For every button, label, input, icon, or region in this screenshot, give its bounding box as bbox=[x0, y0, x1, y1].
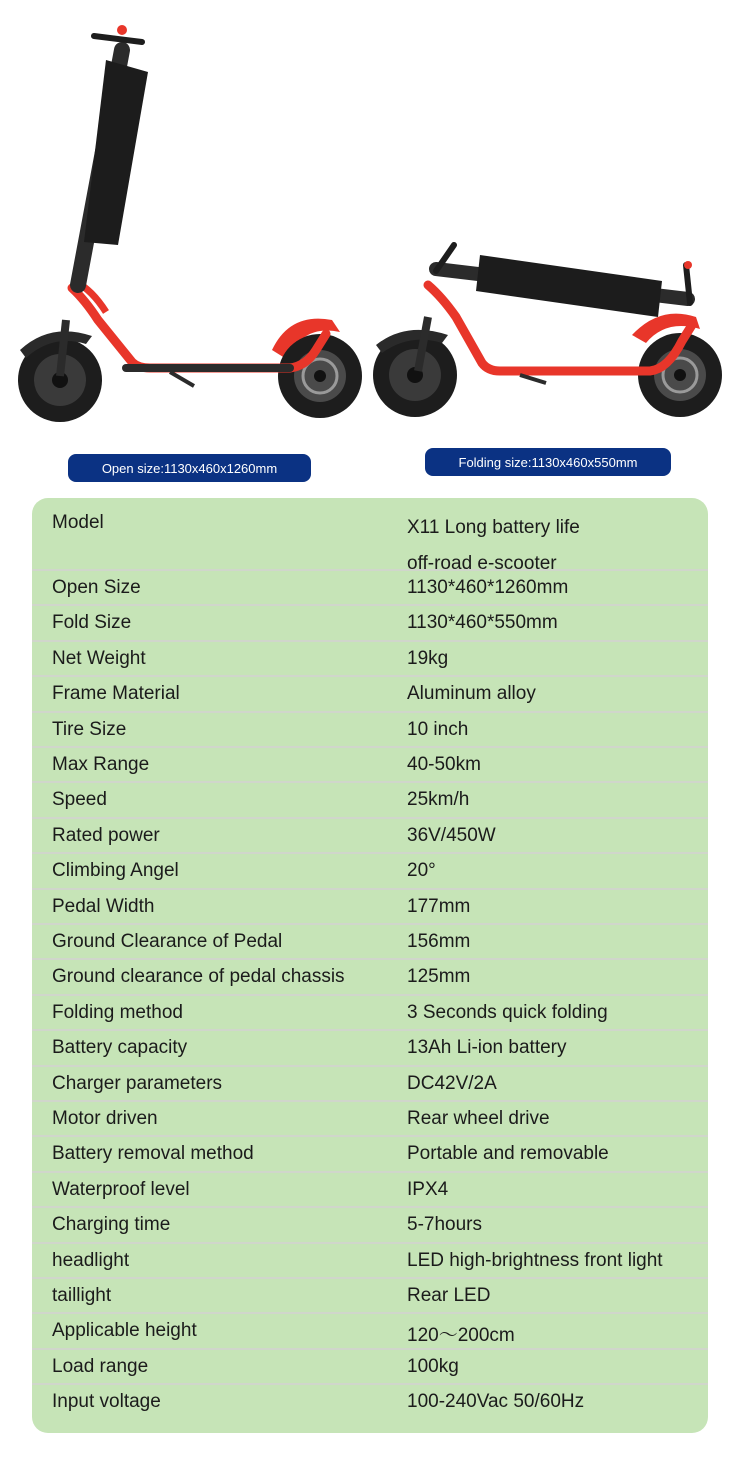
spec-label: Net Weight bbox=[52, 647, 146, 669]
spec-value: Rear LED bbox=[407, 1285, 491, 1306]
spec-row bbox=[32, 996, 708, 1031]
spec-label: Battery removal method bbox=[52, 1143, 254, 1165]
spec-row bbox=[32, 677, 708, 712]
spec-row bbox=[32, 1102, 708, 1137]
spec-value: 36V/450W bbox=[407, 824, 496, 846]
spec-label: Ground Clearance of Pedal bbox=[52, 931, 283, 952]
spec-value: 40-50km bbox=[407, 754, 481, 775]
spec-value: 3 Seconds quick folding bbox=[407, 1001, 608, 1023]
spec-label: Climbing Angel bbox=[52, 860, 179, 882]
spec-row bbox=[32, 1279, 708, 1314]
spec-row bbox=[32, 1137, 708, 1172]
spec-row bbox=[32, 1173, 708, 1208]
spec-label: Frame Material bbox=[52, 683, 180, 705]
scooter-folded-image bbox=[370, 225, 735, 425]
spec-label: Charger parameters bbox=[52, 1072, 223, 1094]
spec-value: 19kg bbox=[407, 647, 449, 669]
spec-label: Input voltage bbox=[52, 1391, 161, 1413]
spec-row bbox=[32, 819, 708, 854]
spec-label: Speed bbox=[52, 789, 107, 811]
spec-label: headlight bbox=[52, 1249, 130, 1271]
product-hero bbox=[0, 0, 750, 495]
spec-label: Tire Size bbox=[52, 718, 127, 740]
spec-label: Charging time bbox=[52, 1214, 171, 1236]
spec-value: Rear wheel drive bbox=[407, 1108, 550, 1129]
spec-value: 20° bbox=[407, 860, 436, 882]
spec-label: Model bbox=[52, 512, 104, 533]
spec-row bbox=[32, 783, 708, 818]
folding-size-badge: Folding size:1130x460x550mm bbox=[425, 448, 671, 476]
spec-row bbox=[32, 925, 708, 960]
scooter-open-image bbox=[10, 20, 370, 430]
spec-value: 5-7hours bbox=[407, 1214, 482, 1236]
spec-row bbox=[32, 1385, 708, 1420]
spec-row-model bbox=[32, 498, 708, 574]
spec-value: 1130*460*550mm bbox=[407, 612, 558, 634]
open-size-badge: Open size:1130x460x1260mm bbox=[68, 454, 311, 482]
model-line-2: off-road e-scooter bbox=[407, 553, 557, 574]
spec-value: 10 inch bbox=[407, 718, 469, 740]
spec-value: 177mm bbox=[407, 895, 471, 917]
spec-label: Max Range bbox=[52, 754, 150, 775]
spec-value: 156mm bbox=[407, 931, 471, 952]
spec-value: Aluminum alloy bbox=[407, 683, 536, 705]
spec-value: 100-240Vac 50/60Hz bbox=[407, 1391, 585, 1413]
spec-value: 100kg bbox=[407, 1355, 459, 1377]
spec-label: Fold Size bbox=[52, 612, 132, 634]
spec-label: Battery capacity bbox=[52, 1037, 188, 1059]
spec-label: Folding method bbox=[52, 1001, 183, 1023]
spec-row bbox=[32, 890, 708, 925]
spec-row bbox=[32, 642, 708, 677]
spec-row bbox=[32, 1208, 708, 1243]
spec-label: Pedal Width bbox=[52, 895, 155, 917]
spec-row bbox=[32, 571, 708, 606]
model-line-1: X11 Long battery life bbox=[407, 517, 580, 538]
spec-row bbox=[32, 1031, 708, 1066]
spec-label: Ground clearance of pedal chassis bbox=[52, 966, 345, 988]
spec-value: DC42V/2A bbox=[407, 1072, 497, 1094]
spec-label: Load range bbox=[52, 1355, 149, 1377]
spec-label: Open Size bbox=[52, 577, 141, 598]
spec-value: IPX4 bbox=[407, 1178, 449, 1200]
spec-table bbox=[32, 498, 708, 1433]
spec-label: taillight bbox=[52, 1285, 112, 1306]
spec-label: Applicable height bbox=[52, 1320, 197, 1342]
spec-label: Waterproof level bbox=[52, 1178, 190, 1200]
spec-row bbox=[32, 854, 708, 889]
spec-row bbox=[32, 1067, 708, 1102]
spec-row bbox=[32, 1244, 708, 1279]
spec-row bbox=[32, 748, 708, 783]
spec-row bbox=[32, 960, 708, 995]
spec-label: Rated power bbox=[52, 824, 160, 846]
spec-value: Portable and removable bbox=[407, 1143, 609, 1165]
spec-row bbox=[32, 606, 708, 641]
spec-value: 120～200cm bbox=[407, 1325, 515, 1347]
spec-label: Motor driven bbox=[52, 1108, 158, 1129]
spec-value: 25km/h bbox=[407, 789, 470, 811]
spec-row bbox=[32, 1314, 708, 1349]
spec-value: 13Ah Li-ion battery bbox=[407, 1037, 567, 1059]
spec-row bbox=[32, 713, 708, 748]
spec-value: 125mm bbox=[407, 966, 471, 988]
spec-value: LED high-brightness front light bbox=[407, 1249, 663, 1271]
spec-value: 1130*460*1260mm bbox=[407, 577, 569, 598]
spec-row bbox=[32, 1350, 708, 1385]
